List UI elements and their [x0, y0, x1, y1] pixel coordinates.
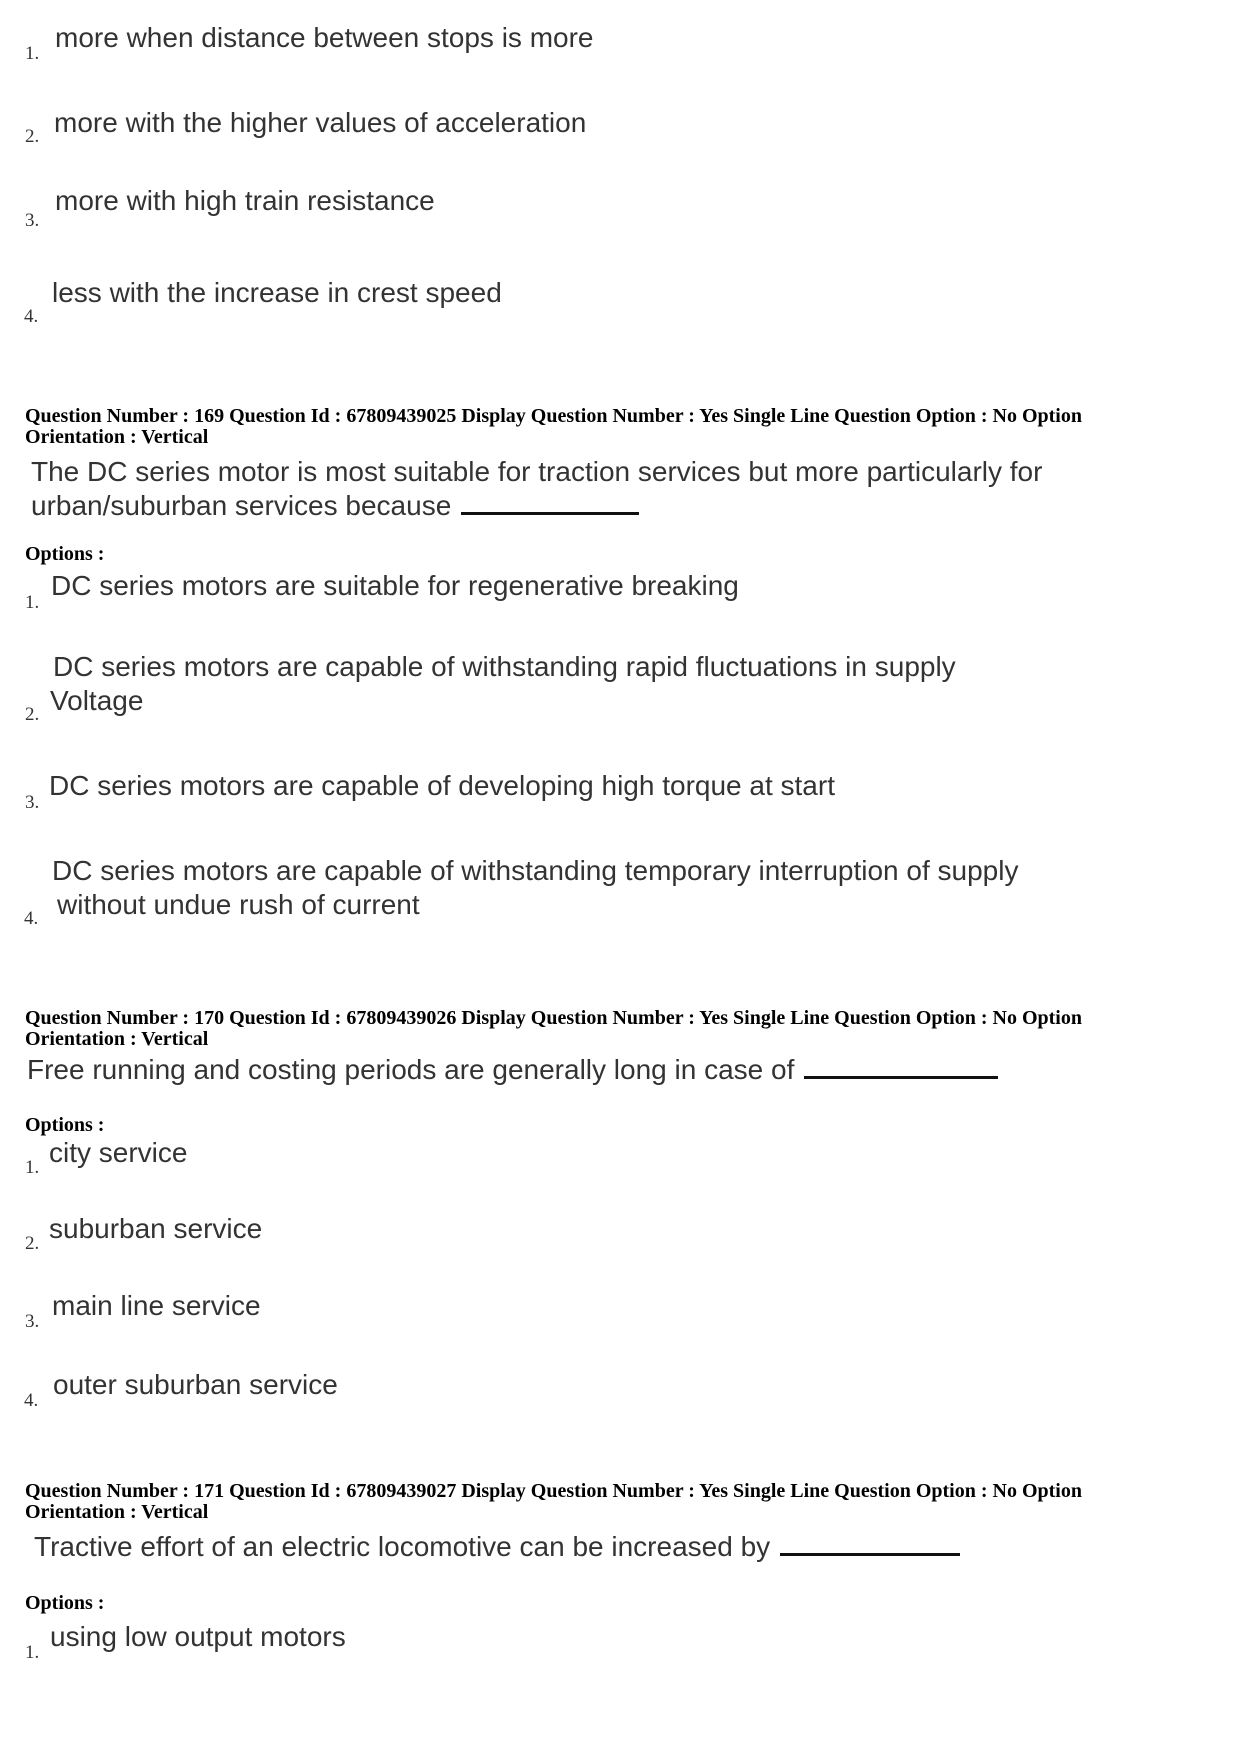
- question-text: urban/suburban services because: [31, 490, 452, 521]
- question-meta-line: Orientation : Vertical: [25, 1501, 209, 1523]
- question-meta-line: Orientation : Vertical: [25, 1028, 209, 1050]
- option-text: less with the increase in crest speed: [52, 277, 502, 308]
- question-meta-line: Question Number : 170 Question Id : 67809439026 Display Question Number : Yes Single Line Question Option : No Option: [25, 1007, 1082, 1029]
- option-text: DC series motors are suitable for regenerative breaking: [51, 570, 739, 601]
- option-number: 3.: [25, 792, 40, 813]
- options-label: Options :: [25, 1592, 105, 1614]
- option-number: 1.: [25, 1642, 40, 1663]
- option-number: 3.: [25, 1311, 40, 1332]
- option-text: more when distance between stops is more: [55, 22, 594, 53]
- option-number: 4.: [24, 1390, 39, 1411]
- question-text: Tractive effort of an electric locomotive can be increased by: [34, 1531, 771, 1562]
- option-number: 2.: [25, 1233, 40, 1254]
- option-number: 1.: [25, 1157, 40, 1178]
- question-meta-line: Orientation : Vertical: [25, 426, 209, 448]
- option-text: main line service: [52, 1290, 261, 1321]
- question-meta: [25, 1008, 1220, 1050]
- question-meta-line: Question Number : 169 Question Id : 67809439025 Display Question Number : Yes Single Line Question Option : No Option: [25, 405, 1082, 427]
- option-number: 4.: [24, 908, 39, 929]
- answer-blank: [461, 512, 639, 515]
- option-number: 2.: [25, 126, 40, 147]
- question-meta-line: Question Number : 171 Question Id : 67809439027 Display Question Number : Yes Single Line Question Option : No Option: [25, 1480, 1082, 1502]
- option-number: 1.: [25, 592, 40, 613]
- option-text: Voltage: [50, 685, 144, 716]
- option-number: 3.: [25, 210, 40, 231]
- option-text: DC series motors are capable of developing high torque at start: [49, 770, 835, 801]
- question-text-line1: [27, 1053, 998, 1087]
- question-text-line1: [34, 1530, 960, 1564]
- option-text: outer suburban service: [53, 1369, 338, 1400]
- option-number: 4.: [24, 306, 39, 327]
- option-text: city service: [49, 1137, 188, 1168]
- option-text: more with the higher values of acceleration: [54, 107, 587, 138]
- question-meta: [25, 406, 1220, 448]
- answer-blank: [804, 1076, 998, 1079]
- option-text: DC series motors are capable of withstanding temporary interruption of supply: [52, 855, 1019, 886]
- question-text: The DC series motor is most suitable for traction services but more particularly for: [31, 456, 1043, 487]
- option-text: using low output motors: [50, 1621, 346, 1652]
- question-text: Free running and costing periods are generally long in case of: [27, 1054, 795, 1085]
- answer-blank: [780, 1553, 960, 1556]
- option-text: more with high train resistance: [55, 185, 435, 216]
- option-number: 1.: [25, 43, 40, 64]
- question-meta: [25, 1481, 1220, 1523]
- option-number: 2.: [25, 704, 40, 725]
- question-text-line2: [31, 489, 639, 523]
- options-label: Options :: [25, 543, 105, 565]
- option-text: without undue rush of current: [57, 889, 420, 920]
- option-text: DC series motors are capable of withstanding rapid fluctuations in supply: [53, 651, 956, 682]
- option-text: suburban service: [49, 1213, 263, 1244]
- options-label: Options :: [25, 1114, 105, 1136]
